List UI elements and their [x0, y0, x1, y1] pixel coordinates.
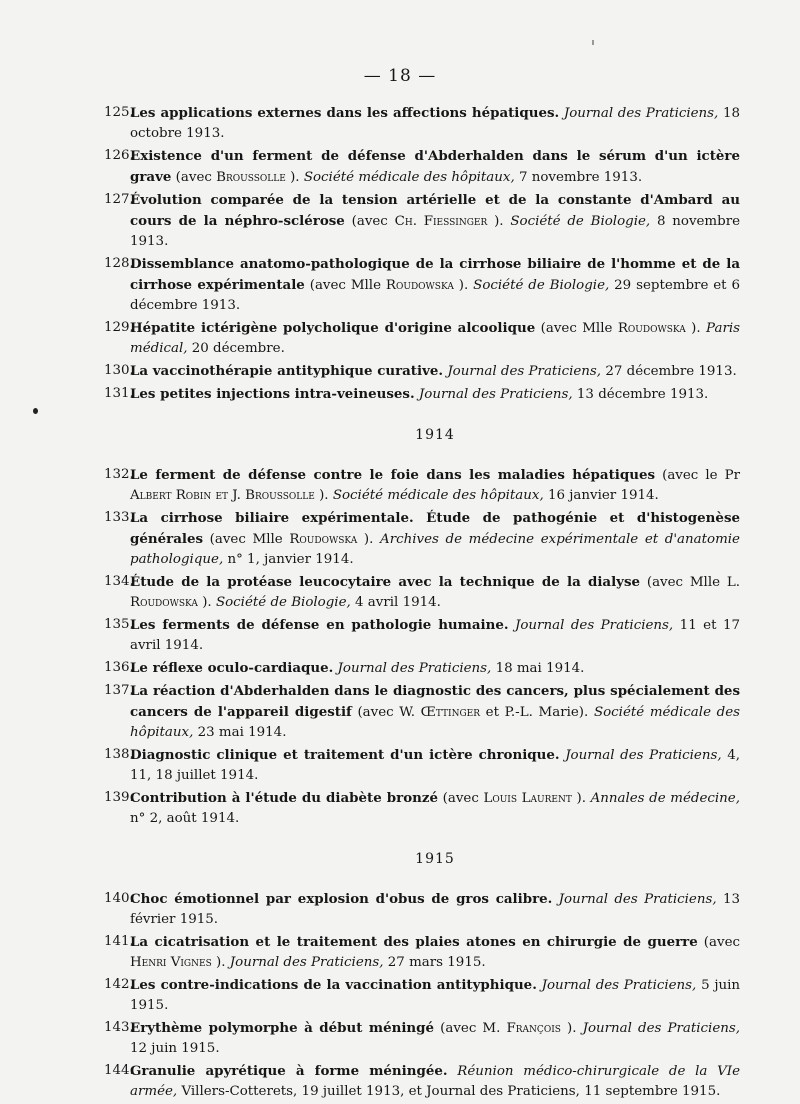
entry-title: Dissemblance anatomo-pathologique de la cirrhose biliaire de l'homme et de la cirrhose expérimentale [130, 256, 740, 293]
bibliography-entry [104, 658, 740, 679]
entry-journal: Journal des Praticiens, [229, 955, 384, 970]
entry-date: 27 mars 1915. [387, 955, 486, 970]
bibliography-entry [104, 361, 740, 382]
entry-date: n° 1, janvier 1914. [227, 552, 354, 567]
entry-collaborator: Roudowska [617, 321, 686, 336]
entry-number: 132. [104, 467, 134, 482]
entry-date: 16 janvier 1914. [547, 488, 659, 503]
bibliography-entry [104, 465, 740, 506]
entry-number: 143. [104, 1020, 134, 1035]
entry-journal: Journal des Praticiens, [558, 892, 717, 907]
entry-title: Les contre-indications de la vaccination antityphique. [130, 977, 537, 993]
entry-collaborators-suffix: ). [576, 791, 586, 806]
entry-title: Hépatite ictérigène polycholique d'origine alcoolique [130, 320, 536, 336]
entry-number: 126. [104, 148, 134, 163]
entry-date: Villers-Cotterets, 19 juillet 1913, et Journal des Praticiens, 11 septembre 1915. [181, 1084, 721, 1099]
entry-number: 129. [104, 320, 134, 335]
entry-journal: Annales de médecine, [590, 791, 740, 806]
entry-collaborator: Roudowska [289, 532, 358, 547]
entry-collaborator: L. Roudowska [130, 575, 741, 610]
entry-collaborators-suffix: ). [567, 1021, 577, 1036]
entry-collaborators-prefix: (avec M. [440, 1021, 501, 1036]
entry-number: 137. [104, 683, 134, 698]
entry-collaborators-prefix: (avec Mlle [209, 532, 283, 547]
bibliography-entry [104, 681, 740, 743]
entry-journal: Journal des Praticiens, [582, 1021, 740, 1036]
entry-journal: Société médicale des hôpitaux, [303, 170, 515, 185]
paper-mark [592, 40, 594, 45]
year-heading-1915: 1915 [415, 851, 455, 867]
entry-title: Les petites injections intra-veineuses. [130, 386, 415, 402]
bibliography-list [104, 103, 740, 1104]
entry-collaborators-prefix: (avec [351, 214, 388, 229]
entry-number: 128. [104, 256, 134, 271]
ink-spot [33, 408, 38, 414]
entry-number: 141. [104, 934, 134, 949]
entry-title: Le réflexe oculo-cardiaque. [130, 660, 334, 676]
entry-collaborators-prefix: (avec le Pr [662, 468, 741, 483]
bibliography-entry [104, 254, 740, 316]
bibliography-entry [104, 615, 740, 656]
bibliography-entry [104, 146, 740, 188]
entry-title: Granulie apyrétique à forme méningée. [130, 1063, 448, 1079]
entry-journal: Journal des Praticiens, [563, 106, 719, 121]
entry-date: 23 mai 1914. [197, 725, 287, 740]
entry-title: Erythème polymorphe à début méningé [130, 1020, 435, 1036]
page-number: — 18 — [363, 66, 437, 86]
entry-journal: Paris médical, [130, 321, 740, 356]
entry-journal: Société médicale des hôpitaux, [130, 705, 741, 740]
entry-journal: Société de Biologie, [215, 595, 351, 610]
entry-date: 13 décembre 1913. [576, 387, 709, 402]
bibliography-entry [104, 889, 740, 930]
entry-number: 131. [104, 386, 134, 401]
entry-date: 18 octobre 1913. [130, 106, 740, 141]
entry-number: 133. [104, 510, 134, 525]
entry-title: Contribution à l'étude du diabète bronzé [130, 790, 438, 806]
entry-collaborators-prefix: (avec Mlle [646, 575, 721, 590]
entry-date: 18 mai 1914. [495, 661, 585, 676]
entry-collaborators-suffix: ). [202, 595, 212, 610]
entry-collaborators-suffix: ). [363, 532, 374, 547]
entry-title: Le ferment de défense contre le foie dans les maladies hépatiques [130, 467, 656, 483]
entry-collaborator: Ch. Fiessinger [394, 214, 488, 229]
entry-title: Choc émotionnel par explosion d'obus de gros calibre. [130, 891, 553, 907]
entry-collaborators-suffix: ). [494, 214, 504, 229]
entry-collaborators-prefix: (avec [442, 791, 479, 806]
entry-collaborators-suffix: et P.-L. Marie). [485, 705, 589, 720]
entry-collaborator: Louis Laurent [483, 791, 572, 806]
bibliography-entry [104, 103, 740, 144]
entry-date: 8 novembre 1913. [130, 214, 741, 249]
bibliography-entry [104, 318, 740, 359]
entries-1915 [104, 889, 740, 1102]
entry-journal: Journal des Praticiens, [337, 661, 492, 676]
entry-title: Existence d'un ferment de défense d'Abderhalden dans le sérum d'un ictère grave [130, 148, 740, 185]
entry-date: 11 et 17 avril 1914. [130, 618, 740, 653]
entry-collaborators-suffix: ). [458, 278, 469, 293]
entry-title: Évolution comparée de la tension artérielle et de la constante d'Ambard au cours de la néphro-sclérose [130, 192, 740, 229]
bibliography-entry [104, 384, 740, 405]
entry-journal: Société médicale des hôpitaux, [332, 488, 544, 503]
entry-date: n° 2, août 1914. [130, 811, 240, 826]
entry-collaborators-prefix: (avec Mlle [309, 278, 382, 293]
entry-title: La cicatrisation et le traitement des plaies atones en chirurgie de guerre [130, 934, 698, 950]
entry-collaborators-prefix: (avec [175, 170, 212, 185]
bibliography-entry [104, 932, 740, 973]
entry-number: 127. [104, 192, 134, 207]
entry-date: 7 novembre 1913. [518, 170, 643, 185]
entry-number: 144. [104, 1063, 134, 1078]
entry-date: 5 juin 1915. [130, 978, 740, 1013]
entry-collaborators-suffix: ). [216, 955, 226, 970]
entry-title: La cirrhose biliaire expérimentale. Étude de pathogénie et d'histogenèse générales [130, 510, 740, 547]
bibliography-entry [104, 745, 740, 786]
entries-1913 [104, 103, 740, 405]
entry-date: 12 juin 1915. [130, 1041, 220, 1056]
entry-title: La vaccinothérapie antityphique curative. [130, 363, 444, 379]
entry-collaborators-suffix: ). [319, 488, 329, 503]
entry-collaborator: Henri Vignes [130, 955, 212, 970]
entry-number: 135. [104, 617, 134, 632]
bibliography-entry [104, 788, 740, 829]
bibliography-entry [104, 975, 740, 1016]
entry-title: Étude de la protéase leucocytaire avec la technique de la dialyse [130, 574, 641, 590]
entry-number: 139. [104, 790, 134, 805]
entry-journal: Journal des Praticiens, [515, 618, 674, 633]
bibliography-entry [104, 508, 740, 570]
entry-date: 27 décembre 1913. [605, 364, 737, 379]
entry-date: 4 avril 1914. [355, 595, 441, 610]
entry-number: 142. [104, 977, 134, 992]
entry-date: 20 décembre. [191, 341, 285, 356]
entry-collaborators-suffix: ). [691, 321, 701, 336]
entry-journal: Archives de médecine expérimentale et d'anatomie pathologique, [130, 532, 740, 567]
entry-title: Les applications externes dans les affections hépatiques. [130, 105, 560, 121]
entry-number: 138. [104, 747, 134, 762]
entry-collaborators-suffix: ). [290, 170, 300, 185]
entry-collaborator: Albert Robin et J. Broussolle [130, 488, 315, 503]
entry-collaborator: Broussolle [216, 170, 286, 185]
entry-journal: Journal des Praticiens, [447, 364, 602, 379]
entry-collaborators-prefix: (avec W. [357, 705, 415, 720]
entry-number: 125. [104, 105, 134, 120]
entry-collaborators-prefix: (avec [703, 935, 740, 950]
entry-journal: Journal des Praticiens, [541, 978, 697, 993]
year-heading-1914: 1914 [415, 427, 455, 443]
entry-title: Les ferments de défense en pathologie humaine. [130, 617, 509, 633]
entry-collaborator: Œttinger [420, 705, 481, 720]
entry-collaborator: François [506, 1021, 561, 1036]
entry-journal: Société de Biologie, [473, 278, 610, 293]
entry-title: Diagnostic clinique et traitement d'un ictère chronique. [130, 747, 560, 763]
entry-number: 134. [104, 574, 134, 589]
entry-journal: Société de Biologie, [510, 214, 651, 229]
entry-date: 4, 11, 18 juillet 1914. [130, 748, 740, 783]
bibliography-entry [104, 190, 740, 252]
entry-title: La réaction d'Abderhalden dans le diagnostic des cancers, plus spécialement des cancers de l'appareil digestif [130, 683, 740, 720]
bibliography-entry [104, 1018, 740, 1059]
entry-journal: Journal des Praticiens, [565, 748, 722, 763]
entry-date: 29 septembre et 6 décembre 1913. [130, 278, 740, 313]
entries-1914 [104, 465, 740, 829]
entry-number: 136. [104, 660, 134, 675]
entry-collaborator: Roudowska [385, 278, 454, 293]
entry-date: 13 février 1915. [130, 892, 740, 927]
entry-number: 130. [104, 363, 134, 378]
entry-journal: Réunion médico-chirurgicale de la VIe armée, [130, 1064, 741, 1099]
bibliography-entry [104, 572, 740, 613]
bibliography-entry [104, 1061, 740, 1102]
entry-journal: Journal des Praticiens, [418, 387, 573, 402]
entry-collaborators-prefix: (avec Mlle [540, 321, 613, 336]
entry-number: 140. [104, 891, 134, 906]
